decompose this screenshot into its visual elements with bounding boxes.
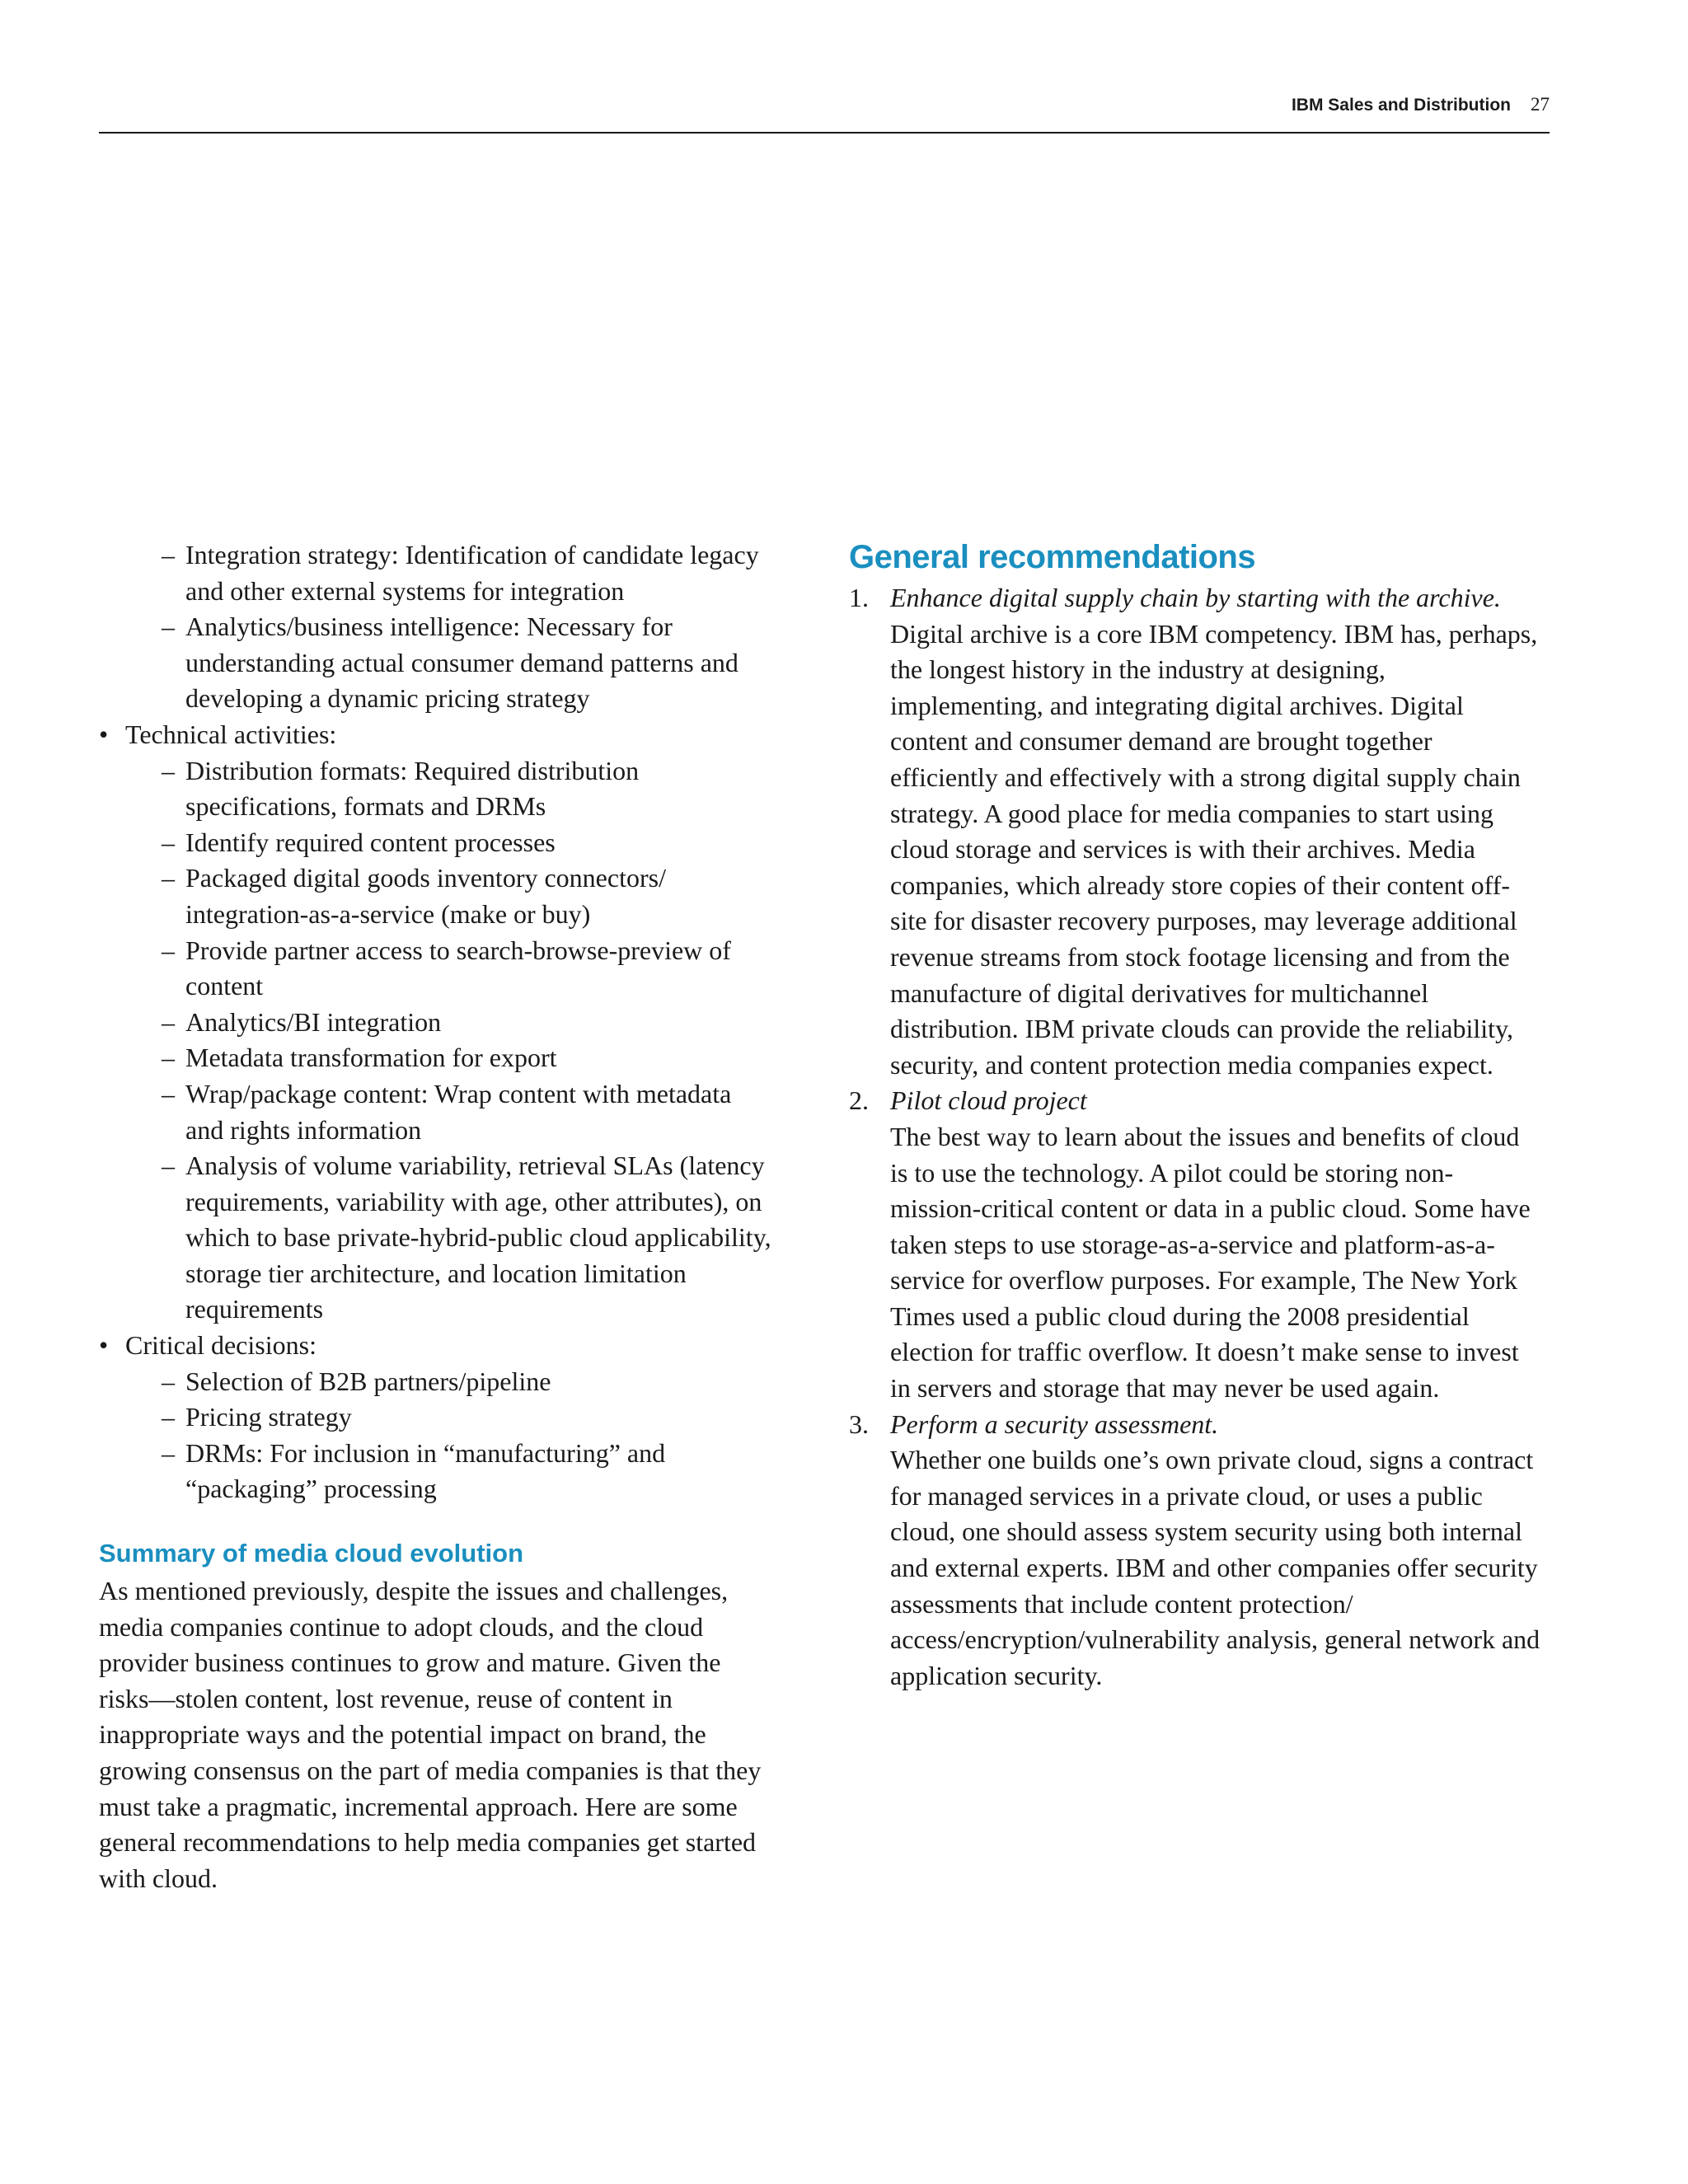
recommendation-title: Perform a security assessment. — [890, 1408, 1219, 1439]
list-item: – Analytics/business intelligence: Necessary for understanding actual consumer demand patterns and developing a dynamic pricing strategy — [99, 609, 775, 717]
general-recommendations-heading: General recommendations — [849, 539, 1256, 575]
list-item: – Packaged digital goods inventory connectors/ integration-as-a-service (make or buy) — [99, 860, 775, 932]
recommendation-number: 2. — [849, 1085, 869, 1116]
list-item: – Metadata transformation for export — [99, 1040, 775, 1076]
list-item: – Distribution formats: Required distribution specifications, formats and DRMs — [99, 753, 775, 825]
list-item: – Identify required content processes — [99, 825, 775, 861]
list-item: – Pricing strategy — [99, 1399, 775, 1436]
list-item: – Selection of B2B partners/pipeline — [99, 1364, 775, 1400]
page-number: 27 — [1531, 94, 1550, 115]
recommendation-item — [849, 1407, 1541, 1694]
list-item: – Wrap/package content: Wrap content with metadata and rights information — [99, 1076, 775, 1148]
recommendation-title: Enhance digital supply chain by starting with the archive. — [890, 583, 1501, 612]
summary-heading: Summary of media cloud evolution — [99, 1539, 524, 1568]
recommendation-body: Whether one builds one’s own private cloud, signs a contract for managed services in a private cloud, or uses a public cloud, one should assess system security using both internal and external experts. IBM and other companies offer security assessments that include content protection/ access/encryption/vulnerability analysis, general network and application security. — [890, 1445, 1540, 1690]
recommendation-item — [849, 1083, 1541, 1406]
list-item: – Integration strategy: Identification of candidate legacy and other external systems for integration — [99, 537, 775, 609]
summary-paragraph: As mentioned previously, despite the issues and challenges, media companies continue to adopt clouds, and the cloud provider business continues to grow and mature. Given the risks—stolen content, lost revenue, reuse of content in inappropriate ways and the potential impact on brand, the growing consensus on the part of media companies is that they must take a pragmatic, incremental approach. Here are some general recommendations to help media companies get started with cloud. — [99, 1576, 762, 1893]
left-column — [99, 537, 775, 1896]
recommendation-body: The best way to learn about the issues and benefits of cloud is to use the technology. A pilot could be storing non-mission-critical content or data in a public cloud. Some have taken steps to use storage-as-a-service and platform-as-a-service for overflow purposes. For example, The New York Times used a public cloud during the 2008 presidential election for traffic overflow. It doesn’t make sense to invest in servers and storage that may never be used again. — [890, 1121, 1531, 1404]
list-item: – Provide partner access to search-browse-preview of content — [99, 933, 775, 1005]
list-item: – DRMs: For inclusion in “manufacturing” and “packaging” processing — [99, 1436, 775, 1507]
recommendation-number: 3. — [849, 1408, 869, 1439]
recommendation-body: Digital archive is a core IBM competency. IBM has, perhaps, the longest history in the industry at designing, implementing, and integrating digital archives. Digital content and consumer demand are brought together efficiently and effectively with a strong digital supply chain strategy. A good place for media companies to start using cloud storage and services is with their archives. Media companies, which already store copies of their content off-site for disaster recovery purposes, may leverage additional revenue streams from stock footage licensing and from the manufacture of digital derivatives for multichannel distribution. IBM private clouds can provide the reliability, security, and content protection media companies expect. — [890, 618, 1538, 1080]
header-right — [1292, 94, 1550, 115]
bullet-technical-activities: • Technical activities: — [99, 717, 775, 753]
bullet-critical-decisions: • Critical decisions: — [99, 1328, 775, 1364]
header-title: IBM Sales and Distribution — [1291, 96, 1511, 115]
right-column — [849, 537, 1541, 1694]
recommendation-item — [849, 580, 1541, 1083]
recommendation-title: Pilot cloud project — [890, 1085, 1087, 1116]
recommendation-number: 1. — [849, 583, 869, 612]
list-item: – Analysis of volume variability, retrieval SLAs (latency requirements, variability with age, other attributes), on which to base private-hybrid-public cloud applicability, storage tier architecture, and location limitation requirements — [99, 1148, 775, 1328]
list-item: – Analytics/BI integration — [99, 1005, 775, 1041]
page-header — [99, 94, 1550, 134]
